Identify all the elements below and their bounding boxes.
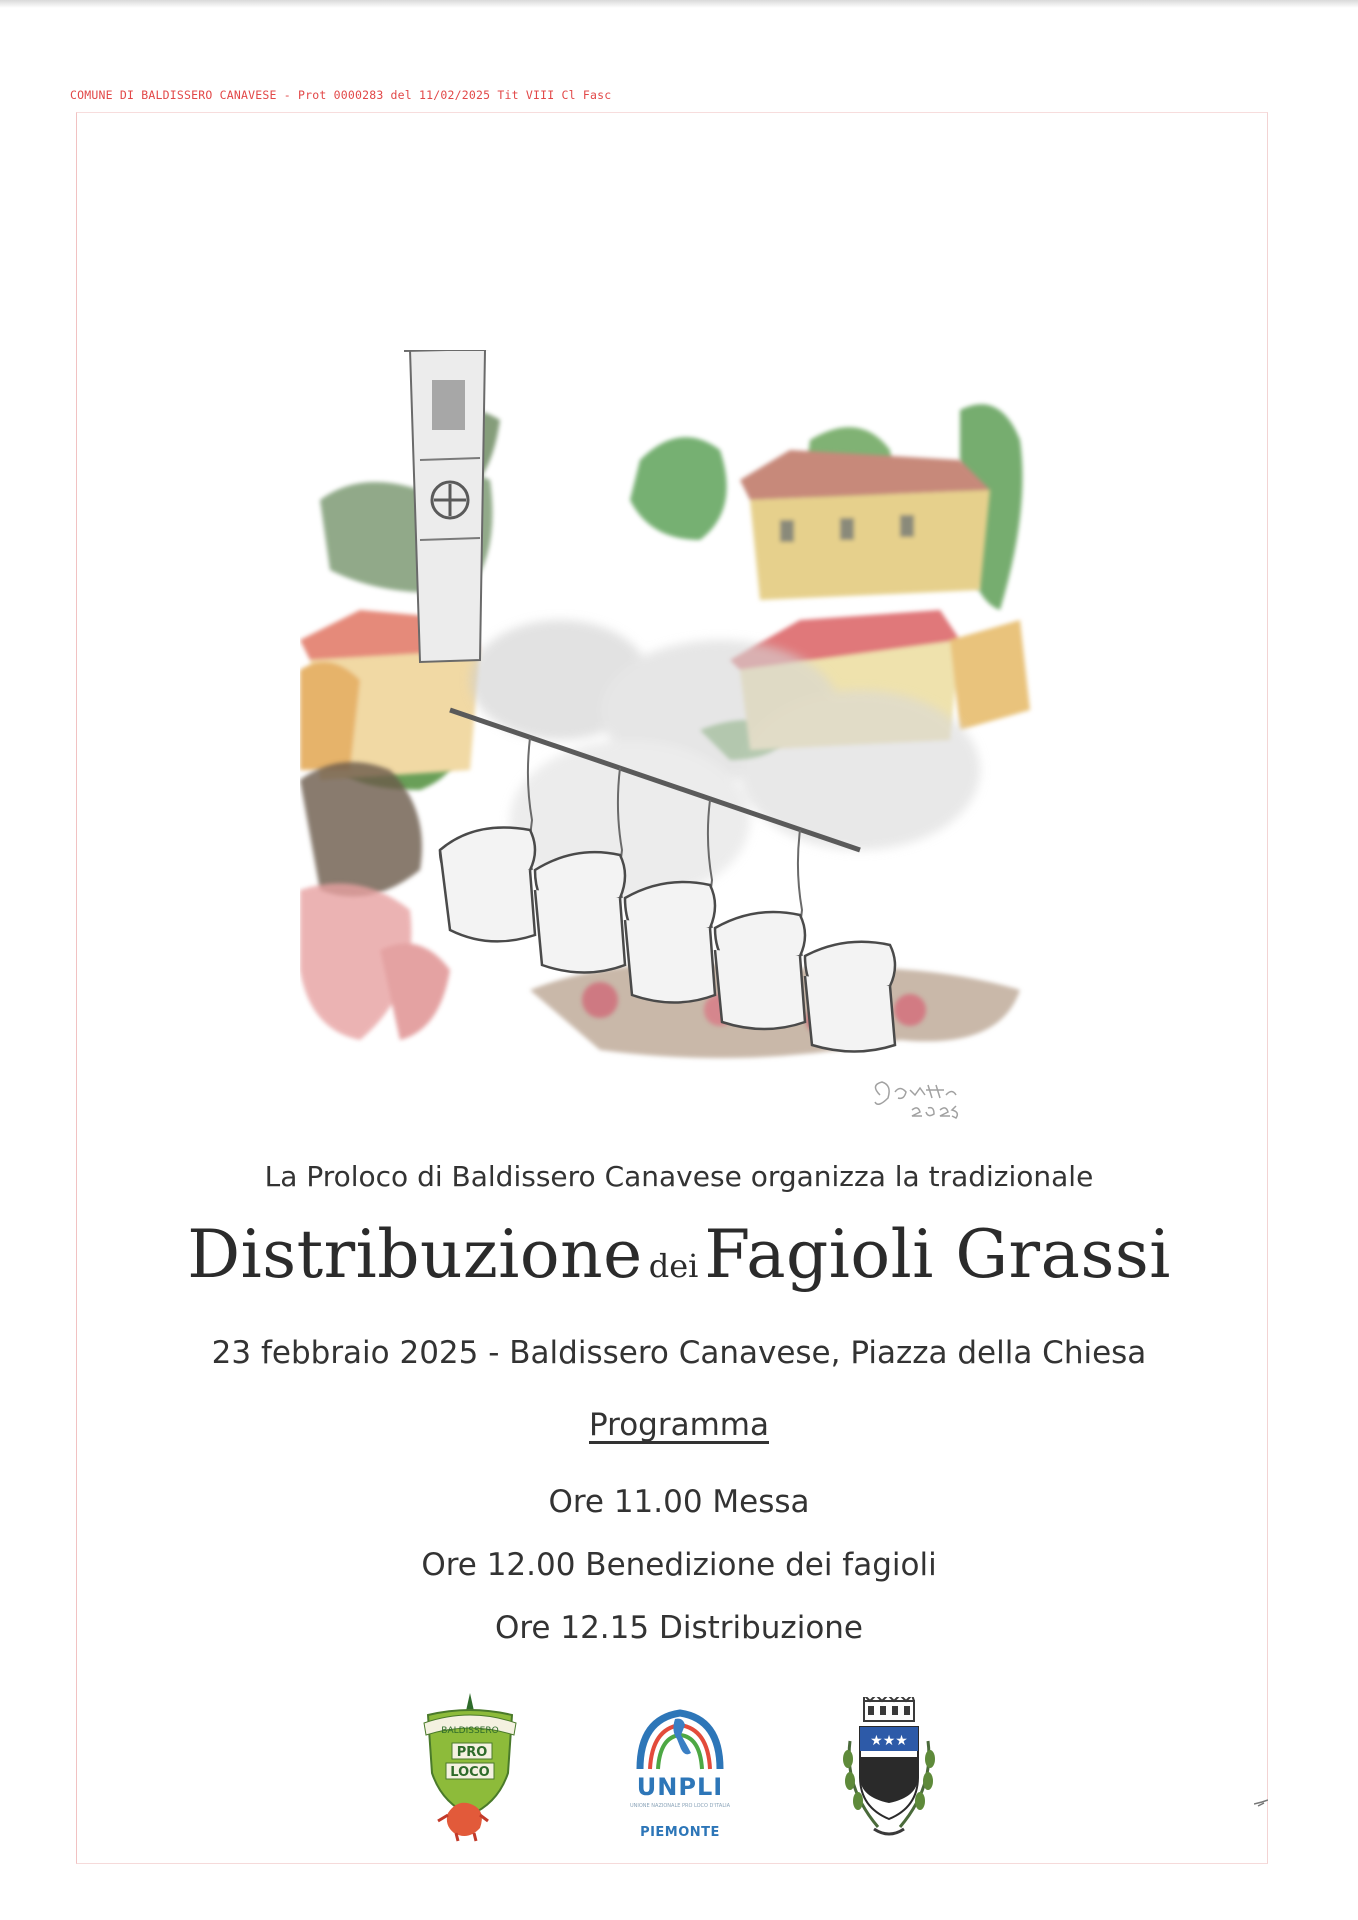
- date-location: 23 febbraio 2025 - Baldissero Canavese, Piazza della Chiesa: [211, 1335, 1147, 1371]
- title-part-2: dei: [648, 1247, 699, 1285]
- svg-text:★★★: ★★★: [870, 1733, 908, 1749]
- artist-signature: [875, 1082, 957, 1118]
- intro-text: La Proloco di Baldissero Canavese organizza la tradizionale: [264, 1160, 1094, 1193]
- title-part-3: Fagioli Grassi: [704, 1216, 1171, 1293]
- protocol-stamp: COMUNE DI BALDISSERO CANAVESE - Prot 0000283 del 11/02/2025 Tit VIII Cl Fasc: [70, 88, 612, 102]
- unpli-subtitle: UNIONE NAZIONALE PRO LOCO D'ITALIA: [629, 1803, 731, 1809]
- proloco-logo: [418, 1693, 522, 1843]
- program-item: Ore 12.15 Distribuzione: [494, 1610, 864, 1646]
- unpli-italy-icon: [625, 1705, 735, 1771]
- program-list: [0, 1471, 1358, 1660]
- watercolor-illustration: [300, 350, 1060, 1140]
- svg-text:PRO: PRO: [456, 1745, 488, 1760]
- unpli-logo: [625, 1705, 735, 1845]
- program-heading: Programma: [589, 1407, 769, 1443]
- title-part-1: Distribuzione: [187, 1216, 643, 1293]
- unpli-name: UNPLI: [636, 1773, 724, 1801]
- scan-mark: [1254, 1798, 1268, 1808]
- scan-edge: [0, 0, 1358, 8]
- event-title: [0, 1216, 1358, 1293]
- svg-text:BALDISSERO: BALDISSERO: [441, 1726, 499, 1736]
- hill-house: [740, 450, 990, 600]
- program-item: Ore 12.00 Benedizione dei fagioli: [421, 1547, 937, 1583]
- svg-text:LOCO: LOCO: [450, 1765, 490, 1780]
- comune-crest-icon: [838, 1697, 940, 1847]
- program-item: Ore 11.00 Messa: [548, 1484, 810, 1520]
- unpli-region: PIEMONTE: [640, 1825, 720, 1840]
